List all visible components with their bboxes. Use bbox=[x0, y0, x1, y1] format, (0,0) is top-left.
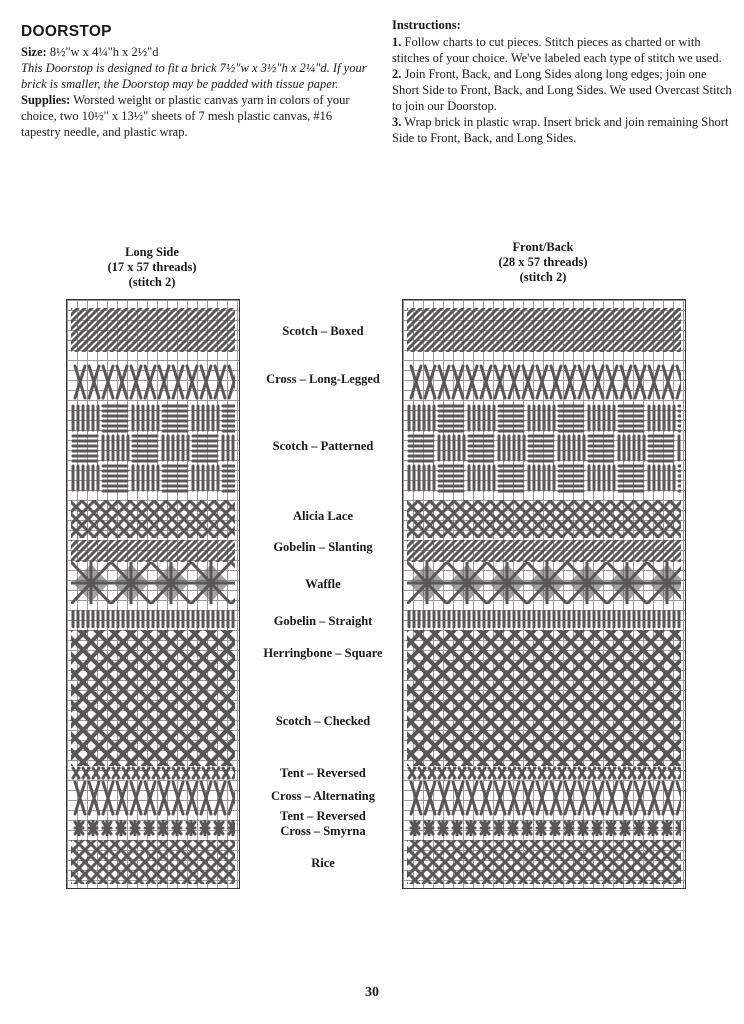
front-back-name: Front/Back bbox=[512, 240, 574, 254]
stitch-label: Cross – Alternating bbox=[271, 789, 375, 803]
stitch-label: Tent – Reversed bbox=[280, 809, 366, 823]
stitch-band bbox=[407, 364, 681, 400]
stitch-band bbox=[407, 404, 681, 494]
step-text: Follow charts to cut pieces. Stitch pieces as charted or with stitches of your choice. We've labeled each type of stitch we used. bbox=[392, 35, 722, 65]
stitch-band bbox=[71, 630, 235, 766]
instruction-step bbox=[392, 114, 732, 146]
size-label: Size: bbox=[21, 45, 47, 59]
stitch-band bbox=[71, 780, 235, 816]
stitch-band bbox=[407, 630, 681, 766]
stitch-label: Alicia Lace bbox=[292, 509, 354, 523]
instruction-step bbox=[392, 66, 732, 114]
stitch-band bbox=[407, 500, 681, 538]
front-back-title bbox=[402, 240, 684, 285]
front-back-chart bbox=[402, 299, 686, 889]
stitch-band bbox=[407, 562, 681, 604]
front-back-stitch: (stitch 2) bbox=[519, 270, 567, 284]
stitch-band bbox=[407, 540, 681, 562]
step-number: 2. bbox=[392, 67, 402, 81]
long-side-threads: (17 x 57 threads) bbox=[107, 260, 197, 274]
long-side-title bbox=[66, 245, 238, 290]
supplies-value: Worsted weight or plastic canvas yarn in colors of your choice, two 10½" x 13½" sheets of 7 mesh plastic canvas, #16 tapestry needle, and plastic wrap. bbox=[21, 93, 350, 139]
size-line bbox=[21, 44, 367, 60]
front-back-threads: (28 x 57 threads) bbox=[498, 255, 588, 269]
stitch-label: Gobelin – Slanting bbox=[273, 540, 373, 554]
stitch-band bbox=[71, 610, 235, 628]
stitch-label: Gobelin – Straight bbox=[273, 614, 373, 628]
intro-block bbox=[21, 22, 367, 140]
stitch-band bbox=[71, 308, 235, 352]
stitch-label: Tent – Reversed bbox=[280, 766, 366, 780]
stitch-band bbox=[71, 404, 235, 494]
supplies-line bbox=[21, 92, 367, 140]
stitch-label: Cross – Long-Legged bbox=[266, 372, 380, 386]
instructions-heading: Instructions: bbox=[392, 18, 461, 32]
long-side-name: Long Side bbox=[125, 245, 179, 259]
stitch-band bbox=[407, 610, 681, 628]
stitch-band bbox=[71, 820, 235, 836]
stitch-band bbox=[71, 766, 235, 780]
stitch-label: Scotch – Boxed bbox=[282, 324, 364, 338]
instructions-block bbox=[392, 17, 732, 146]
stitch-label: Waffle bbox=[305, 577, 341, 591]
instruction-step bbox=[392, 34, 732, 66]
stitch-band bbox=[71, 562, 235, 604]
stitch-band bbox=[407, 820, 681, 836]
stitch-label: Herringbone – Square bbox=[263, 646, 383, 660]
size-value: 8½"w x 4¼"h x 2½"d bbox=[46, 45, 159, 59]
page-title: DOORSTOP bbox=[21, 23, 112, 40]
stitch-label: Scotch – Checked bbox=[275, 714, 371, 728]
long-side-stitch: (stitch 2) bbox=[128, 275, 176, 289]
long-side-chart bbox=[66, 299, 240, 889]
stitch-band bbox=[407, 840, 681, 884]
stitch-label: Scotch – Patterned bbox=[272, 439, 374, 453]
brick-note: This Doorstop is designed to fit a brick 7½"w x 3½"h x 2¼"d. If your brick is smaller, the Doorstop may be padded with tissue paper. bbox=[21, 61, 367, 91]
stitch-band bbox=[71, 840, 235, 884]
stitch-band bbox=[407, 308, 681, 352]
step-number: 1. bbox=[392, 35, 402, 49]
step-number: 3. bbox=[392, 115, 402, 129]
stitch-band bbox=[71, 500, 235, 538]
stitch-band bbox=[407, 780, 681, 816]
stitch-band bbox=[71, 364, 235, 400]
step-text: Join Front, Back, and Long Sides along long edges; join one Short Side to Front, Back, and Long Sides. We used Overcast Stitch to join our Doorstop. bbox=[392, 67, 732, 113]
supplies-label: Supplies: bbox=[21, 93, 71, 107]
stitch-band bbox=[71, 540, 235, 562]
step-text: Wrap brick in plastic wrap. Insert brick and join remaining Short Side to Front, Back, and Long Sides. bbox=[392, 115, 729, 145]
page-number: 30 bbox=[365, 985, 379, 1000]
stitch-label: Rice bbox=[311, 856, 335, 870]
stitch-label: Cross – Smyrna bbox=[280, 824, 366, 838]
stitch-band bbox=[407, 766, 681, 780]
